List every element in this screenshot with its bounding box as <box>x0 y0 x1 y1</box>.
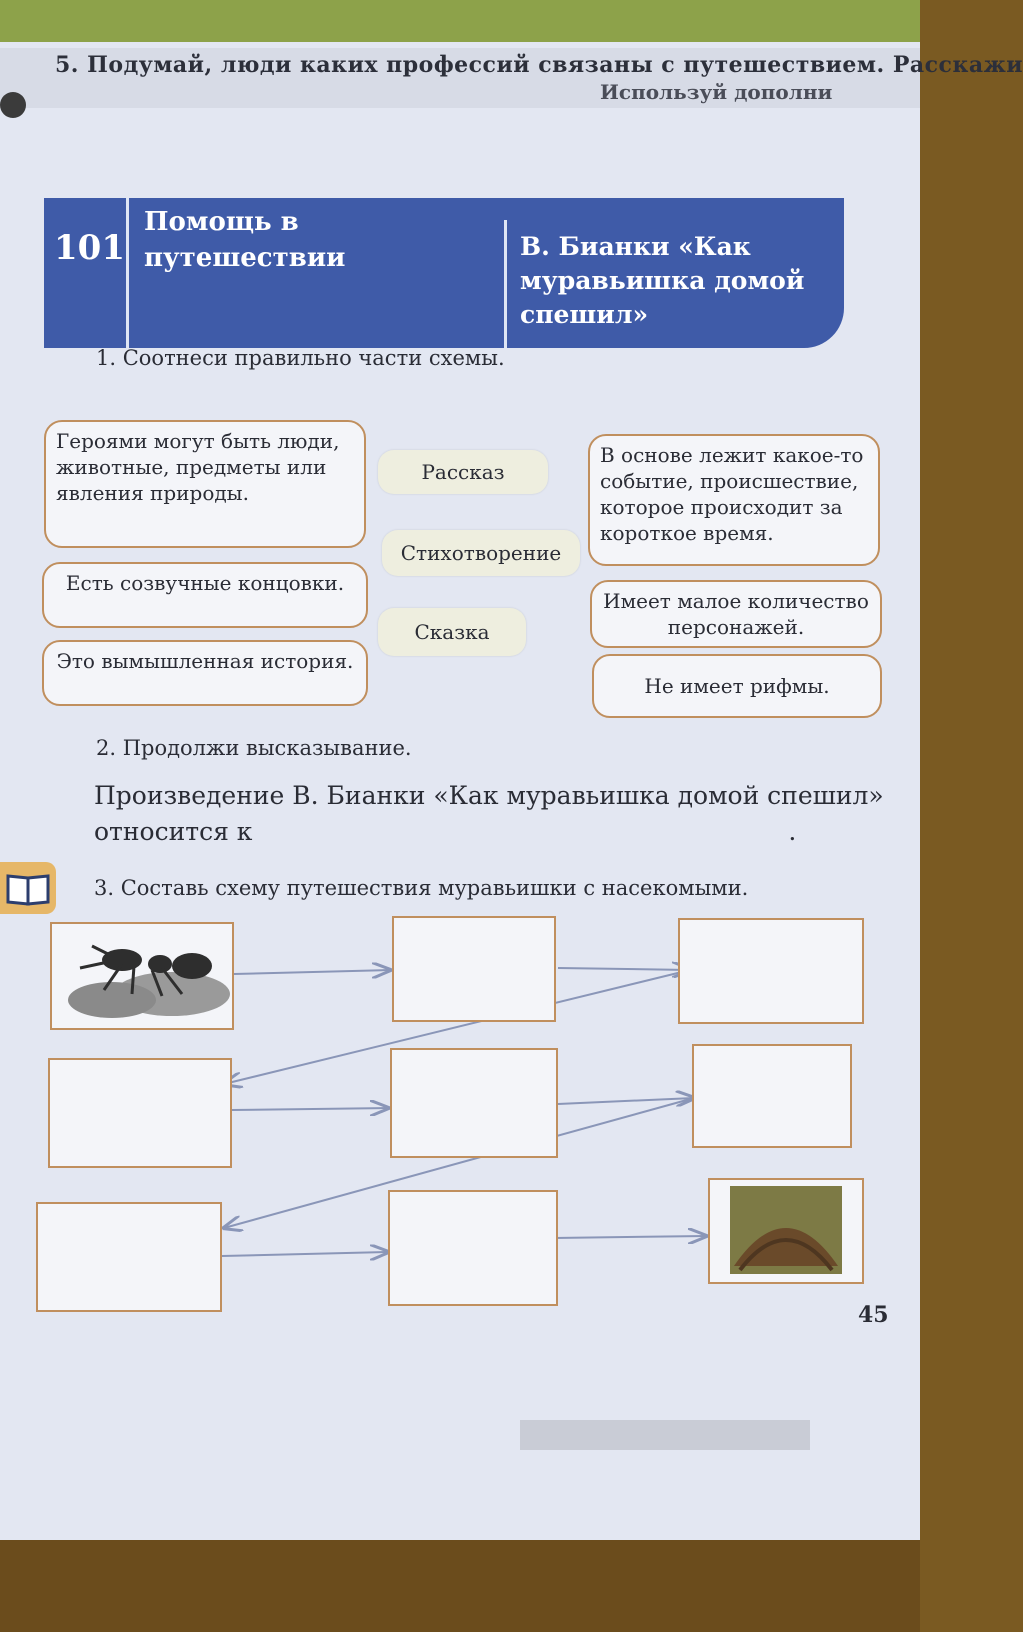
task-1-title: 1. Соотнеси правильно части схемы. <box>96 346 505 370</box>
task-2-text: Произведение В. Бианки «Как муравьишка домой спешил» относится к <box>94 781 884 846</box>
genre-fairy-tale[interactable]: Сказка <box>378 608 526 656</box>
scheme-box[interactable] <box>388 1190 558 1306</box>
feature-card-3[interactable]: Это вымышленная история. <box>42 640 368 706</box>
arrow <box>222 1252 388 1256</box>
table-surface <box>0 1540 920 1632</box>
feature-card-5[interactable]: Имеет малое количество персонажей. <box>590 580 882 648</box>
arrow <box>234 970 390 974</box>
arrow <box>554 1236 706 1238</box>
task-2-title: 2. Продолжи высказывание. <box>96 736 412 760</box>
scheme-box[interactable] <box>692 1044 852 1148</box>
ant-picture <box>52 924 232 1028</box>
scheme-box-anthill <box>708 1178 864 1284</box>
task-2-end: . <box>788 817 797 846</box>
scheme-box[interactable] <box>678 918 864 1024</box>
feature-card-1[interactable]: Героями могут быть люди, животные, предметы или явления природы. <box>44 420 366 548</box>
scheme-box[interactable] <box>36 1202 222 1312</box>
scheme-box[interactable] <box>48 1058 232 1168</box>
genre-poem[interactable]: Стихотворение <box>382 530 580 576</box>
arrow <box>558 968 690 970</box>
page-number: 45 <box>858 1302 889 1328</box>
scheme-box[interactable] <box>390 1048 558 1158</box>
lesson-work-title: В. Бианки «Как муравьишка домой спешил» <box>520 232 805 329</box>
feature-card-4[interactable]: В основе лежит какое-то событие, происшествие, которое происходит за короткое время. <box>588 434 880 566</box>
arrow <box>232 1108 388 1110</box>
task-3-title: 3. Составь схему путешествия муравьишки с насекомыми. <box>94 876 749 900</box>
feature-card-2[interactable]: Есть созвучные концовки. <box>42 562 368 628</box>
previous-task-text: 5. Подумай, люди каких профессий связаны с путешествием. Расскажи <box>55 52 1023 78</box>
sticker <box>520 1420 810 1450</box>
anthill-picture <box>710 1180 862 1282</box>
scheme-box[interactable] <box>392 916 556 1022</box>
genre-story[interactable]: Рассказ <box>378 450 548 494</box>
lesson-topic: Помощь в путешествии <box>144 207 346 273</box>
lesson-number: 101 <box>54 228 125 268</box>
previous-task-text-2: Используй дополни <box>600 80 833 104</box>
feature-card-6[interactable]: Не имеет рифмы. <box>592 654 882 718</box>
scheme-box-ant <box>50 922 234 1030</box>
